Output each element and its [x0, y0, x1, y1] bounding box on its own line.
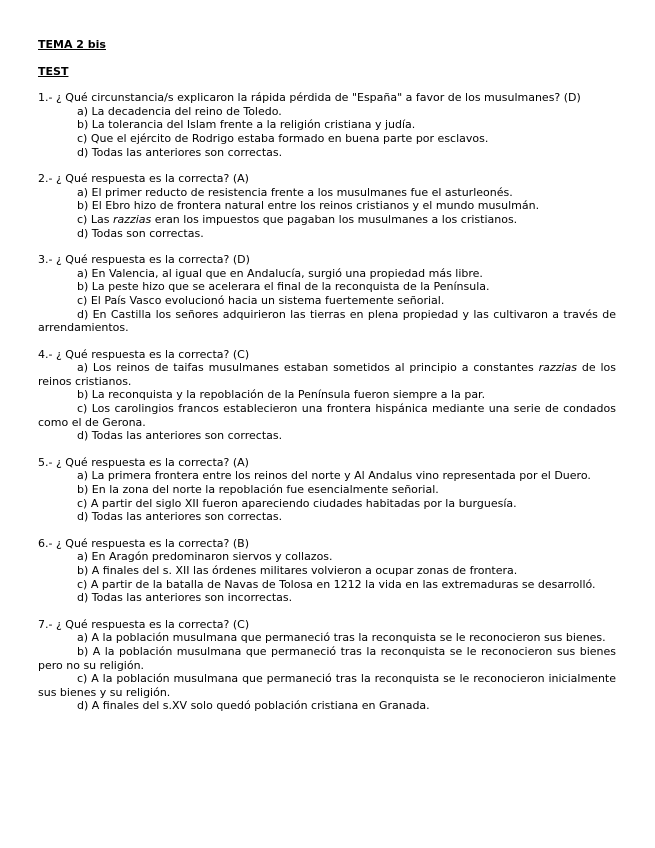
question-6	[38, 537, 616, 605]
answer-option: a) A la población musulmana que permaneció tras la reconquista se le reconocieron sus bienes.	[77, 631, 606, 645]
answer-option: b) La reconquista y la repoblación de la Península fueron siempre a la par.	[77, 388, 486, 402]
answer-option: a) El primer reducto de resistencia frente a los musulmanes fue el asturleonés.	[77, 185, 513, 199]
answer-option: d) En Castilla los señores adquirieron las tierras en plena propiedad y las cultivaron a través de arrendamientos.	[38, 307, 616, 335]
question-text: 2.- ¿ Qué respuesta es la correcta? (A)	[38, 172, 249, 186]
answer-option: c) El País Vasco evolucionó hacia un sistema fuertemente señorial.	[77, 293, 445, 307]
answer-option: a) En Valencia, al igual que en Andalucía, surgió una propiedad más libre.	[77, 266, 483, 280]
answer-option: d) Todas son correctas.	[77, 226, 204, 240]
answer-option: a) La primera frontera entre los reinos del norte y Al Andalus vino representada por el Duero.	[77, 469, 591, 483]
answer-option: c) Las razzias eran los impuestos que pagaban los musulmanes a los cristianos.	[77, 212, 518, 226]
answer-option: c) Que el ejército de Rodrigo estaba formado en buena parte por esclavos.	[77, 131, 489, 145]
question-text: 4.- ¿ Qué respuesta es la correcta? (C)	[38, 347, 250, 361]
answer-option: d) Todas las anteriores son correctas.	[77, 429, 283, 443]
question-text: 3.- ¿ Qué respuesta es la correcta? (D)	[38, 253, 250, 267]
question-1	[38, 91, 616, 159]
answer-option: b) La tolerancia del Islam frente a la religión cristiana y judía.	[77, 118, 416, 132]
question-text: 1.- ¿ Qué circunstancia/s explicaron la rápida pérdida de "España" a favor de los musulmanes? (D)	[38, 91, 581, 105]
answer-option: d) Todas las anteriores son correctas.	[77, 510, 283, 524]
answer-option: b) A la población musulmana que permaneció tras la reconquista se le reconocieron sus bienes pero no su religión.	[38, 644, 616, 672]
answer-option: b) En la zona del norte la repoblación fue esencialmente señorial.	[77, 483, 439, 497]
answer-option: a) Los reinos de taifas musulmanes estaban sometidos al principio a constantes razzias de los reinos cristianos.	[38, 361, 617, 388]
answer-option: b) El Ebro hizo de frontera natural entre los reinos cristianos y el mundo musulmán.	[77, 199, 540, 213]
answer-option: a) La decadencia del reino de Toledo.	[77, 104, 282, 118]
document	[38, 38, 616, 713]
question-2	[38, 172, 616, 240]
question-4	[38, 348, 616, 443]
answer-option: c) A la población musulmana que permaneció tras la reconquista se le reconocieron inicialmente sus bienes y su religión.	[38, 672, 616, 699]
question-5	[38, 456, 616, 524]
document-title: TEMA 2 bis	[38, 38, 106, 51]
document-subtitle: TEST	[38, 64, 69, 78]
answer-option: c) A partir del siglo XII fueron apareciendo ciudades habitadas por la burguesía.	[77, 496, 517, 510]
question-text: 7.- ¿ Qué respuesta es la correcta? (C)	[38, 617, 250, 631]
question-3	[38, 253, 616, 335]
answer-option: a) En Aragón predominaron siervos y collazos.	[77, 550, 333, 564]
answer-option: d) Todas las anteriores son incorrectas.	[77, 591, 293, 605]
question-text: 6.- ¿ Qué respuesta es la correcta? (B)	[38, 536, 249, 550]
answer-option: d) Todas las anteriores son correctas.	[77, 145, 283, 159]
answer-option: b) La peste hizo que se acelerara el final de la reconquista de la Península.	[77, 280, 490, 294]
answer-option: c) A partir de la batalla de Navas de Tolosa en 1212 la vida en las extremaduras se desarrolló.	[77, 577, 596, 591]
answer-option: b) A finales del s. XII las órdenes militares volvieron a ocupar zonas de frontera.	[77, 564, 518, 577]
answer-option: c) Los carolingios francos establecieron una frontera hispánica mediante una serie de condados como el de Gerona.	[38, 402, 616, 429]
answer-option: d) A finales del s.XV solo quedó población cristiana en Granada.	[77, 699, 430, 713]
question-list	[38, 91, 616, 713]
question-7	[38, 618, 616, 713]
question-text: 5.- ¿ Qué respuesta es la correcta? (A)	[38, 455, 249, 469]
